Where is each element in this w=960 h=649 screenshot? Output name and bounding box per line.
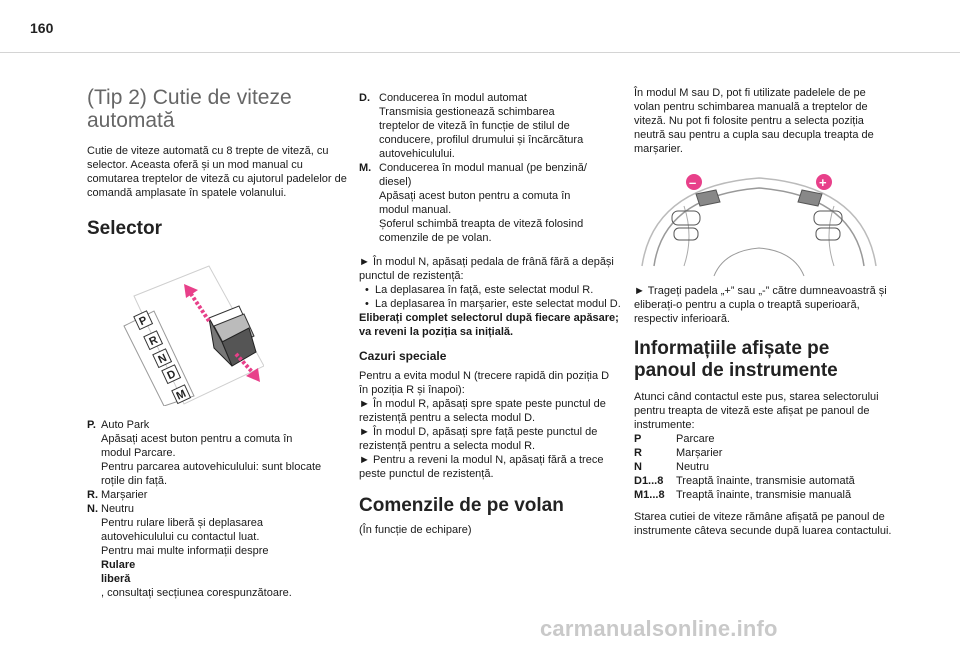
p-line: Auto Park <box>101 419 150 431</box>
plus-paddle-icon <box>816 174 832 190</box>
watermark: carmanualsonline.info <box>540 616 778 641</box>
m-line: modul manual. <box>379 204 452 216</box>
n-line: Neutru <box>101 503 135 515</box>
m-line: Conducerea în modul manual (pe benzină/ <box>379 162 587 174</box>
m-line: Șoferul schimbă treapta de viteză folosind <box>379 218 584 230</box>
right-controls <box>798 190 842 240</box>
bullet-item: • La deplasarea în marșarier, este selectat modul D. <box>365 298 621 310</box>
n-tail: , consultați secțiunea corespunzătoare. <box>101 587 292 599</box>
gear-letters <box>134 311 191 404</box>
minus-paddle-icon <box>686 174 702 190</box>
definition-p <box>87 418 347 488</box>
n-line: Pentru mai multe informații despre <box>101 545 269 557</box>
step-neutral: ► În modul N, apăsați pedala de frână fără a depăși punctul de rezistență: <box>359 256 614 282</box>
d-line: Conducerea în modul automat <box>379 92 527 104</box>
svg-text:+: + <box>819 175 827 190</box>
gear-letter-n: N <box>156 351 169 367</box>
column-left <box>87 86 347 600</box>
key-r: R. <box>87 489 98 501</box>
paddle-instruction: ► Trageți padela „+” sau „-” către dumneavoastră și eliberați-o pentru a cupla o treaptă superioară, respectiv inferioară. <box>634 285 887 325</box>
gear-selector-illustration <box>114 256 264 406</box>
gear-legend <box>634 432 894 502</box>
section-title: (Tip 2) Cutie de viteze automată <box>87 86 292 132</box>
p-line: Pentru parcarea autovehiculului: sunt blocate <box>101 461 322 473</box>
definition-n <box>87 502 347 600</box>
d-line: Transmisia gestionează schimbarea <box>379 106 555 118</box>
d-line: conducere, profilul drumului și încărcătura <box>379 134 584 146</box>
legend-row: D1...8 Treaptă înainte, transmisie automată <box>634 475 855 487</box>
page-number: 160 <box>30 20 54 36</box>
m-line: diesel) <box>379 176 412 188</box>
n-line: Pentru rulare liberă și deplasarea <box>101 517 264 529</box>
definition-m <box>359 161 621 245</box>
r-text: Marșarier <box>101 489 148 501</box>
key-m: M. <box>359 162 372 174</box>
svg-text:–: – <box>689 175 697 190</box>
m-line: Apăsați acest buton pentru a comuta în <box>379 190 571 202</box>
instrument-intro: Atunci când contactul este pus, starea selectorului pentru treapta de viteză este afișat pe panoul de instrumente: <box>634 391 879 431</box>
release-warning: Eliberați complet selectorul după fiecare apăsare; va reveni la poziția sa inițială. <box>359 312 619 338</box>
gear-letter-m: M <box>174 387 188 403</box>
gear-letter-p: P <box>137 314 150 329</box>
header-divider <box>0 52 960 53</box>
special-cases-heading: Cazuri speciale <box>359 349 447 363</box>
step-reverse: ► În modul R, apăsați spre spate peste punctul de rezistență pentru a selecta modul D. <box>359 398 606 424</box>
n-bold-2: liberă <box>101 573 131 585</box>
gear-letter-d: D <box>165 367 178 383</box>
d-line: autovehiculului. <box>379 148 455 160</box>
p-line: roțile din față. <box>101 475 168 487</box>
definition-r <box>87 488 347 502</box>
intro-paragraph: Cutie de viteze automată cu 8 trepte de viteză, cu selector. Aceasta oferă și un mod manual cu comutarea treptelor de viteză cu ajutorul padelelor de comandă amplasate în spatele volanului. <box>87 145 347 199</box>
d-line: treptelor de viteză în funcție de stilul de <box>379 120 570 132</box>
equipment-note: (În funcție de echipare) <box>359 524 472 536</box>
instrument-panel-heading: Informațiile afișate pe panoul de instrumente <box>634 338 838 381</box>
n-bold: Rulare <box>101 559 136 571</box>
key-p: P. <box>87 419 96 431</box>
paddles-intro: În modul M sau D, pot fi utilizate padelele de pe volan pentru schimbarea manuală a treptelor de viteză. Nu pot fi folosite pentru a selecta poziția neutră sau pentru a cupla sau decupla treapta de marșarier. <box>634 87 874 155</box>
selector-heading: Selector <box>87 218 162 239</box>
legend-row: N Neutru <box>634 461 710 473</box>
m-line: comenzile de pe volan. <box>379 232 492 244</box>
special-intro: Pentru a evita modul N (trecere rapidă din poziția D în poziția R și înapoi): <box>359 370 610 396</box>
bullet-item: • La deplasarea în față, este selectat modul R. <box>365 284 594 296</box>
n-line: autovehiculului cu contactul luat. <box>101 531 260 543</box>
legend-row: R Marșarier <box>634 447 723 459</box>
left-controls <box>672 190 720 240</box>
gear-letter-r: R <box>147 333 160 349</box>
column-middle <box>359 91 621 537</box>
legend-row: M1...8 Treaptă înainte, transmisie manuală <box>634 489 852 501</box>
step-drive: ► În modul D, apăsați spre față peste punctul de rezistență pentru a selecta modul R. <box>359 426 598 452</box>
column-right <box>634 86 894 538</box>
p-line: Apăsați acest buton pentru a comuta în <box>101 433 293 445</box>
legend-row: P Parcare <box>634 433 715 445</box>
steering-controls-heading: Comenzile de pe volan <box>359 495 564 516</box>
p-line: modul Parcare. <box>101 447 176 459</box>
key-d: D. <box>359 92 370 104</box>
definition-d <box>359 91 621 161</box>
closing-paragraph: Starea cutiei de viteze rămâne afișată pe panoul de instrumente câteva secunde după luarea contactului. <box>634 511 892 537</box>
selector-lever <box>209 306 256 366</box>
step-return-neutral: ► Pentru a reveni la modul N, apăsați fără a trece peste punctul de rezistență. <box>359 454 604 480</box>
key-n: N. <box>87 503 98 515</box>
steering-wheel-illustration <box>634 166 884 278</box>
